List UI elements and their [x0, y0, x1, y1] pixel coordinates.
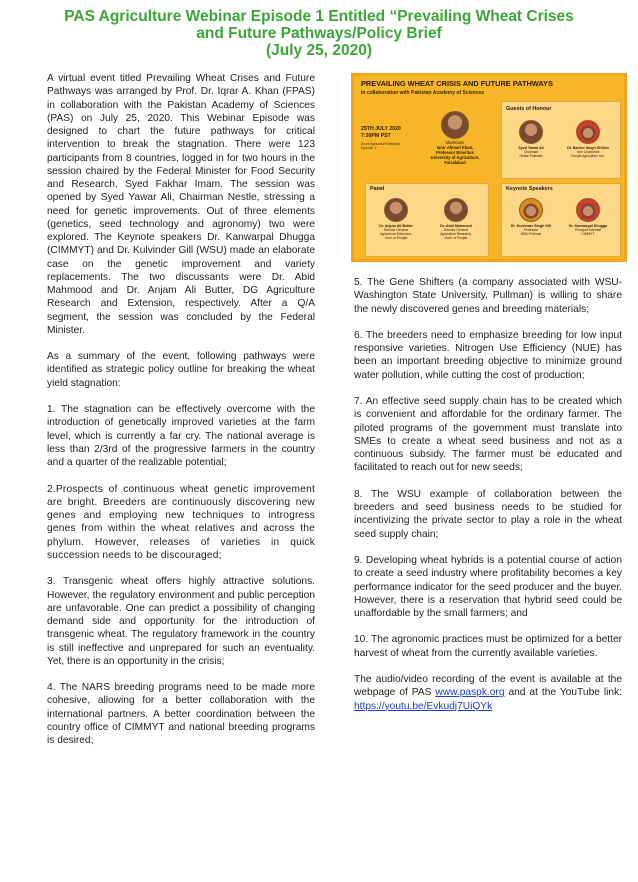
- poster-date: 25TH JULY 2020: [361, 126, 401, 132]
- point-2: 2.Prospects of continuous wheat genetic improvement are bright. Breeders are continuously discovering new genes and employing new techniques to introgress genes from within the wheat relatives and across the phylum. However, releases of varieties in quick succession needs to be discouraged;: [47, 483, 315, 561]
- title-line-3: (July 25, 2020): [266, 42, 372, 59]
- poster-datetime: [361, 126, 401, 139]
- panel-label: Panel: [370, 186, 385, 192]
- moderator-role: Moderator: [445, 140, 465, 145]
- point-10: 10. The agronomic practices must be optimized for a better harvest of wheat from the currently available varieties.: [354, 634, 622, 659]
- point-5: 5. The Gene Shifters (a company associated with WSU-Washington State University, Pullman) is willing to share the newly discovered genes and breeding materials;: [354, 277, 622, 315]
- point-9: 9. Developing wheat hybrids is a potential course of action to create a seed industry where profitability becomes a key performance indicator for the seed producer and the buyer. However, there is a reservation that hybrid seed could be unaffordable by the small farmers; and: [354, 555, 622, 619]
- poster-subtitle: In collaboration with Pakistan Academy of Sciences: [361, 90, 485, 96]
- point-3: 3. Transgenic wheat offers highly attractive solutions. However, the regulatory environment and public perception are unfavorable. One can predict a possibility of changing demand side and opportunity for the introduction of transgenic wheat. The regulatory framework in the country is still ineffective and unprepared for such an eventuality. Yet, there is an opportunity in the crisis;: [47, 576, 315, 667]
- left-column: [47, 72, 315, 761]
- keynote-card: Dr. Kulvinder Singh Gill Professor WSU Pullman: [503, 198, 559, 236]
- title-line-2: and Future Pathways/Policy Brief: [196, 25, 442, 42]
- webinar-poster: [351, 73, 627, 262]
- point-7: 7. An effective seed supply chain has to be created which is convenient and affordable for the ordinary farmer. The piloted programs of the government must translate into SMEs to create a wheat seed business and not as a continuous subsidy. The farmer must be educated and facilitated to reach out for new seeds;: [354, 396, 622, 474]
- title-line-1: PAS Agriculture Webinar Episode 1 Entitled “Prevailing Wheat Crises: [64, 8, 574, 25]
- moderator-photo: [441, 111, 469, 139]
- point-1: 1. The stagnation can be effectively overcome with the introduction of genetically improved varieties at the farm level, which is currently a far cry. The national average is less than 2/3rd of the progressive farmers in the country and a quarter of the realizable potential;: [47, 404, 315, 469]
- guest-photo: [519, 120, 543, 144]
- keynote-photo: [519, 198, 543, 222]
- panel-card: Dr. Anjum Ali Butter Director General Agriculture Extension, Govt. of Punjab: [367, 198, 425, 240]
- guests-label: Guests of Honour: [506, 106, 552, 112]
- poster-note-1: Zoom Agriculture Webinar: [361, 142, 401, 146]
- guest-card: Dr. Baldev Singh Dhillon Vice Chancellor Punjab Agriculture Uni.: [559, 120, 617, 158]
- poster-time: 7:30PM PST: [361, 132, 391, 139]
- keynote-label: Keynote Speakers: [506, 186, 553, 192]
- page-title: [20, 8, 618, 59]
- closing-text-2: and at the YouTube link:: [504, 687, 622, 699]
- moderator-line-2: Professor Emeritus: [436, 149, 474, 155]
- youtube-link[interactable]: https://youtu.be/Evkudj7UiQYk: [354, 700, 493, 712]
- panel-card: Dr. Abid Mahmood Director General Agriculture Research, Govt. of Punjab: [427, 198, 485, 240]
- closing-paragraph: [354, 673, 622, 713]
- keynote-card: Dr. Kanwarpal Dhugga Principal Scientist CIMMYT: [559, 198, 617, 236]
- poster-note: [361, 142, 411, 151]
- point-4: 4. The NARS breeding programs need to be made more cohesive, allowing for a better collaboration with the international partners. A better coordination between the country office of CIMMYT and national breeding programs is desired;: [47, 682, 315, 747]
- moderator-name: Iqrar Ahmad Khan,: [436, 144, 474, 150]
- summary-intro: As a summary of the event, following pathways were identified as strategic policy outline for breaking the wheat yield stagnation:: [47, 351, 315, 389]
- poster-title: PREVAILING WHEAT CRISIS AND FUTURE PATHWAYS: [361, 79, 553, 88]
- guest-photo: [576, 120, 600, 144]
- pas-website-link[interactable]: www.paspk.org: [435, 687, 505, 699]
- closing-text-1: The audio/video recording of the event is available at the webpage of PAS: [354, 674, 622, 699]
- panel-photo: [384, 198, 408, 222]
- keynote-photo: [576, 198, 600, 222]
- panel-photo: [444, 198, 468, 222]
- moderator-line-4: Faisalabad: [444, 159, 466, 165]
- poster-note-2: Episode 1: [361, 146, 377, 151]
- right-column: [354, 276, 622, 726]
- intro-paragraph: A virtual event titled Prevailing Wheat Crises and Future Pathways was arranged by Prof. Dr. Iqrar A. Khan (FPAS) in collaboration with the Pakistan Academy of Sciences (PAS) on July 25, 2020. This Webinar Episode was designed to chart the future pathways for critical intervention to break the stagnation. There were 123 participants from 8 countries, logged in for two hours in the session chaired by the Federal Minister for Food Security and Research, Syed Fakhar Imam. The session was opened by Syed Yawar Ali, Chairman Nestle, stressing a need for genetic improvements. Out of three elements (genetics, seed technology and agronomy) two were explored. The Keynote speakers Dr. Kanwarpal Dhugga (CIMMYT) and Dr. Kulvinder Gill (WSU) made an elaborate case on the genetic improvement and variety replacements. The two discussants were Dr. Abid Mahmood and Dr. Anjam Ali Butter, DG Agriculture Research and Extension, respectively. After a Q/A segment, the session was concluded by the Federal Minister.: [47, 73, 315, 336]
- moderator-line-3: University of Agriculture,: [430, 154, 480, 160]
- moderator-card: [419, 111, 491, 166]
- guest-card: Syed Yawar Ali Chairman Nestle Pakistan: [503, 120, 559, 158]
- point-8: 8. The WSU example of collaboration between the breeders and seed business needs to be studied for incentivizing the private sector to play a role in the wheat seed supply chain;: [354, 488, 622, 540]
- point-6: 6. The breeders need to emphasize breeding for low input responsive varieties. Nitrogen Use Efficiency (NUE) has been an important breeding objective to minimize ground water pollution, while cutting the cost of production;: [354, 329, 622, 381]
